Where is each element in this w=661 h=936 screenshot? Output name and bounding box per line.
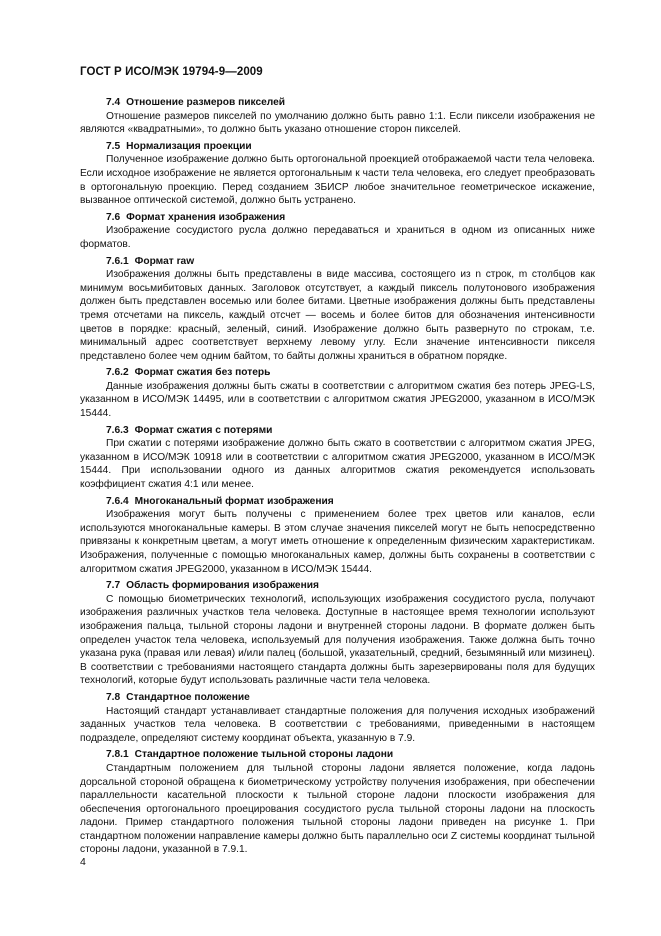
section-number: 7.7 [106,580,121,592]
paragraph: Стандартным положением для тыльной стороны ладони является положение, когда ладонь дорсальной стороной обращена к биометрическому устройству получения изображения, при обеспечении параллельности касательной плоскости к тыльной стороне ладони плоскости изображения для обеспечения ортогонального проецирования сосудистого русла тыльной стороны ладони на плоскость ладони. Пример стандартного положения тыльной стороны ладони приведен на рисунке 1. При стандартном положении направление камеры должно быть параллельно оси Z системы координат тыльной стороны ладони, указанной в 7.9.1. [80,762,595,856]
section-title: Область формирования изображения [126,580,319,592]
paragraph: Изображения должны быть представлены в виде массива, состоящего из n строк, m столбцов как минимум восьмибитовых данных. Заголовок отсутствует, а каждый пиксель полутонового изображения должен быть представлен восемью или более битами. Цветные изображения должны быть представлены тремя отсчетами на пиксель, каждый отсчет — восемь и более битов для обозначения интенсивности цветов в порядке: красный, зеленый, синий. Изображение должно быть развернуто по строкам, т.е. минимальный адрес соответствует верхнему левому углу. Если значение интенсивности пикселя представлено более чем одним байтом, то байты должны храниться в обратном порядке. [80,269,595,362]
document-body [80,93,595,857]
section-number: 7.5 [106,140,121,152]
section-heading [80,691,595,705]
section-number: 7.8 [106,691,121,703]
section-title: Стандартное положение тыльной стороны ладони [134,749,394,761]
section-title: Формат raw [134,255,195,267]
paragraph: С помощью биометрических технологий, использующих изображения сосудистого русла, получают изображения различных участков тела человека. Доступные в настоящее время технологии используют изображения пальца, тыльной стороны ладони и внутренней стороны ладони. В формате должен быть определен участок тела человека, используемый для получения изображения. Также должна быть точно указана рука (правая или левая) и/или палец (большой, указательный, средний, безымянный или мизинец). В соответствии с требованиями настоящего стандарта должны быть зарезервированы поля для будущих технологий, которые будут использовать различные части тела человека. [80,593,595,687]
section-heading [80,140,595,154]
section-title: Формат хранения изображения [126,211,286,223]
section-title: Отношение размеров пикселей [126,97,286,108]
section-number: 7.6.3 [106,424,129,436]
paragraph: Настоящий стандарт устанавливает стандартные положения для получения исходных изображений заданных участков тела человека. В соответствии с требованиями, приведенными в настоящем подразделе, определяют систему координат объекта, указанную в 7.9. [80,705,595,744]
paragraph: Изображения могут быть получены с применением более трех цветов или каналов, если используются многоканальные камеры. В этом случае значения пикселей могут не быть непосредственно привязаны к конкретным цветам, а могут иметь отношение к определенным физическим характеристикам. Изображения, полученные с помощью многоканальных камер, должны быть сохранены в соответствии с алгоритмом сжатия JPEG2000, указанном в ИСО/МЭК 15444. [80,509,595,575]
section-heading [80,424,595,438]
section-heading [80,96,595,110]
section-title: Многоканальный формат изображения [134,495,334,507]
paragraph: Полученное изображение должно быть ортогональной проекцией отображаемой части тела человека. Если исходное изображение не является ортогональным к части тела человека, его следует преобразовать в ортогональную проекцию. Перед созданием ЗБИСР любое значительное геометрическое искажение, вызванное оптической системой, должно быть устранено. [80,154,595,207]
section-title: Нормализация проекции [126,140,252,152]
paragraph: При сжатии с потерями изображение должно быть сжато в соответствии с алгоритмом сжатия JPEG, указанном в ИСО/МЭК 10918 или в соответствии с алгоритмом сжатия JPEG2000, указанном в ИСО/МЭК 15444. При использовании одного из данных алгоритмов сжатия рекомендуется использовать коэффициент сжатия 4:1 или менее. [80,438,595,491]
section-heading [80,211,595,225]
section-heading [80,495,595,509]
section-number: 7.6.4 [106,495,129,507]
section-heading [80,579,595,593]
section-number: 7.6.2 [106,367,129,379]
section-number: 7.6 [106,211,121,223]
section-heading [80,255,595,269]
document-header: ГОСТ Р ИСО/МЭК 19794-9—2009 [80,66,263,78]
paragraph: Отношение размеров пикселей по умолчанию должно быть равно 1:1. Если пиксели изображения не являются «квадратными», то должно быть указано отношение сторон пикселей. [80,110,595,136]
section-title: Формат сжатия без потерь [134,367,271,379]
section-title: Формат сжатия с потерями [134,424,273,436]
paragraph: Изображение сосудистого русла должно передаваться и храниться в одном из описанных ниже форматов. [80,225,595,250]
page-number: 4 [80,856,86,868]
section-title: Стандартное положение [126,691,250,703]
section-number: 7.8.1 [106,749,129,761]
section-heading [80,748,595,762]
section-number: 7.6.1 [106,255,129,267]
paragraph: Данные изображения должны быть сжаты в соответствии с алгоритмом сжатия без потерь JPEG-LS, указанном в ИСО/МЭК 14495, или в соответствии с алгоритмом сжатия JPEG2000, указанном в ИСО/МЭК 15444. [80,380,595,420]
section-heading [80,366,595,380]
section-number: 7.4 [106,97,121,108]
